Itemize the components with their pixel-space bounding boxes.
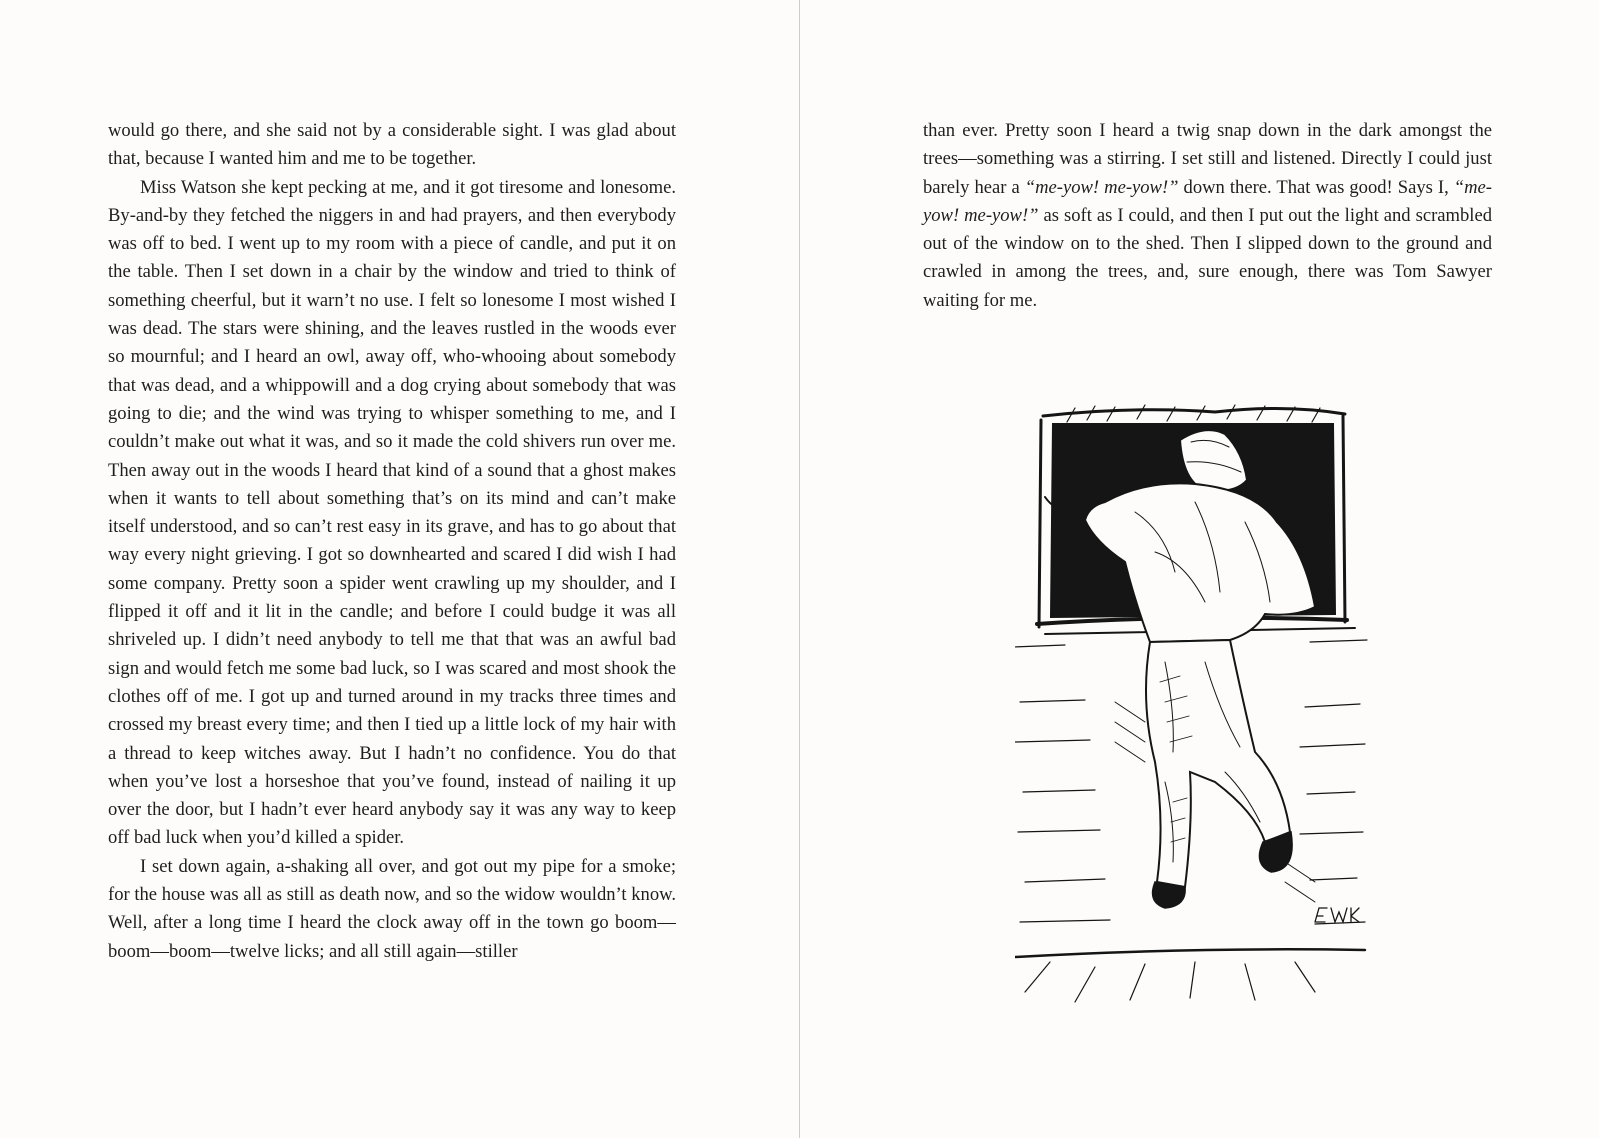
text-segment: down there. That was good! Says I, — [1178, 176, 1454, 198]
cat-call-italic: “me-yow! me-yow!” — [1024, 176, 1179, 198]
paragraph-1: would go there, and she said not by a considerable sight. I was glad about that, because I wanted him and me to be together. — [108, 120, 676, 170]
right-page-text — [923, 117, 1492, 315]
paragraph-3: I set down again, a-shaking all over, and got out my pipe for a smoke; for the house was all as still as death now, and so the widow wouldn’t know. Well, after a long time I heard the clock away off in the town go boom—boom—boom—twelve licks; and all still again—stiller — [108, 855, 676, 962]
text-segment: than ever. Pretty soon I heard a twig snap down in the dark amongst the trees—something was a stirring. I set still and listened. Directly I could just barely hear a — [923, 120, 1492, 198]
window-climbing-illustration — [1015, 402, 1385, 1012]
cat-call-italic: “me-yow! me-yow!” — [923, 176, 1492, 226]
left-page-text — [108, 117, 676, 966]
page-gutter — [799, 0, 800, 1138]
paragraph-2: Miss Watson she kept pecking at me, and it got tiresome and lonesome. By-and-by they fetched the niggers in and had prayers, and then everybody was off to bed. I went up to my room with a piece of candle, and put it on the table. Then I set down in a chair by the window and tried to think of something cheerful, but it warn’t no use. I felt so lonesome I most wished I was dead. The stars were shining, and the leaves rustled in the woods ever so mournful; and I heard an owl, away off, who-whooing about somebody that was dead, and a whippowill and a dog crying about somebody that was going to die; and the wind was trying to whisper something to me, and I couldn’t make out what it was, and so it made the cold shivers run over me. Then away out in the woods I heard that kind of a sound that a ghost makes when it wants to tell about something that’s on its mind and can’t make itself understood, and so can’t rest easy in its grave, and has to go about that way every night grieving. I got so downhearted and scared I did wish I had some company. Pretty soon a spider went crawling up my shoulder, and I flipped it off and it lit in the candle; and before I could budge it was all shriveled up. I didn’t need anybody to tell me that that was an awful bad sign and would fetch me some bad luck, so I was scared and most shook the clothes off of me. I got up and turned around in my tracks three times and crossed my breast every time; and then I tied up a little lock of my hair with a thread to keep witches away. But I hadn’t no confidence. You do that when you’ve lost a horseshoe that you’ve found, instead of nailing it up over the door, but I hadn’t ever heard anybody say it was any way to keep off bad luck when you’d killed a spider. — [108, 176, 676, 849]
paragraph-continued — [923, 117, 1492, 315]
text-segment: as soft as I could, and then I put out the light and scrambled out of the window on to the shed. Then I slipped down to the ground and crawled in among the trees, and, sure enough, there was Tom Sawyer waiting for me. — [923, 204, 1492, 311]
